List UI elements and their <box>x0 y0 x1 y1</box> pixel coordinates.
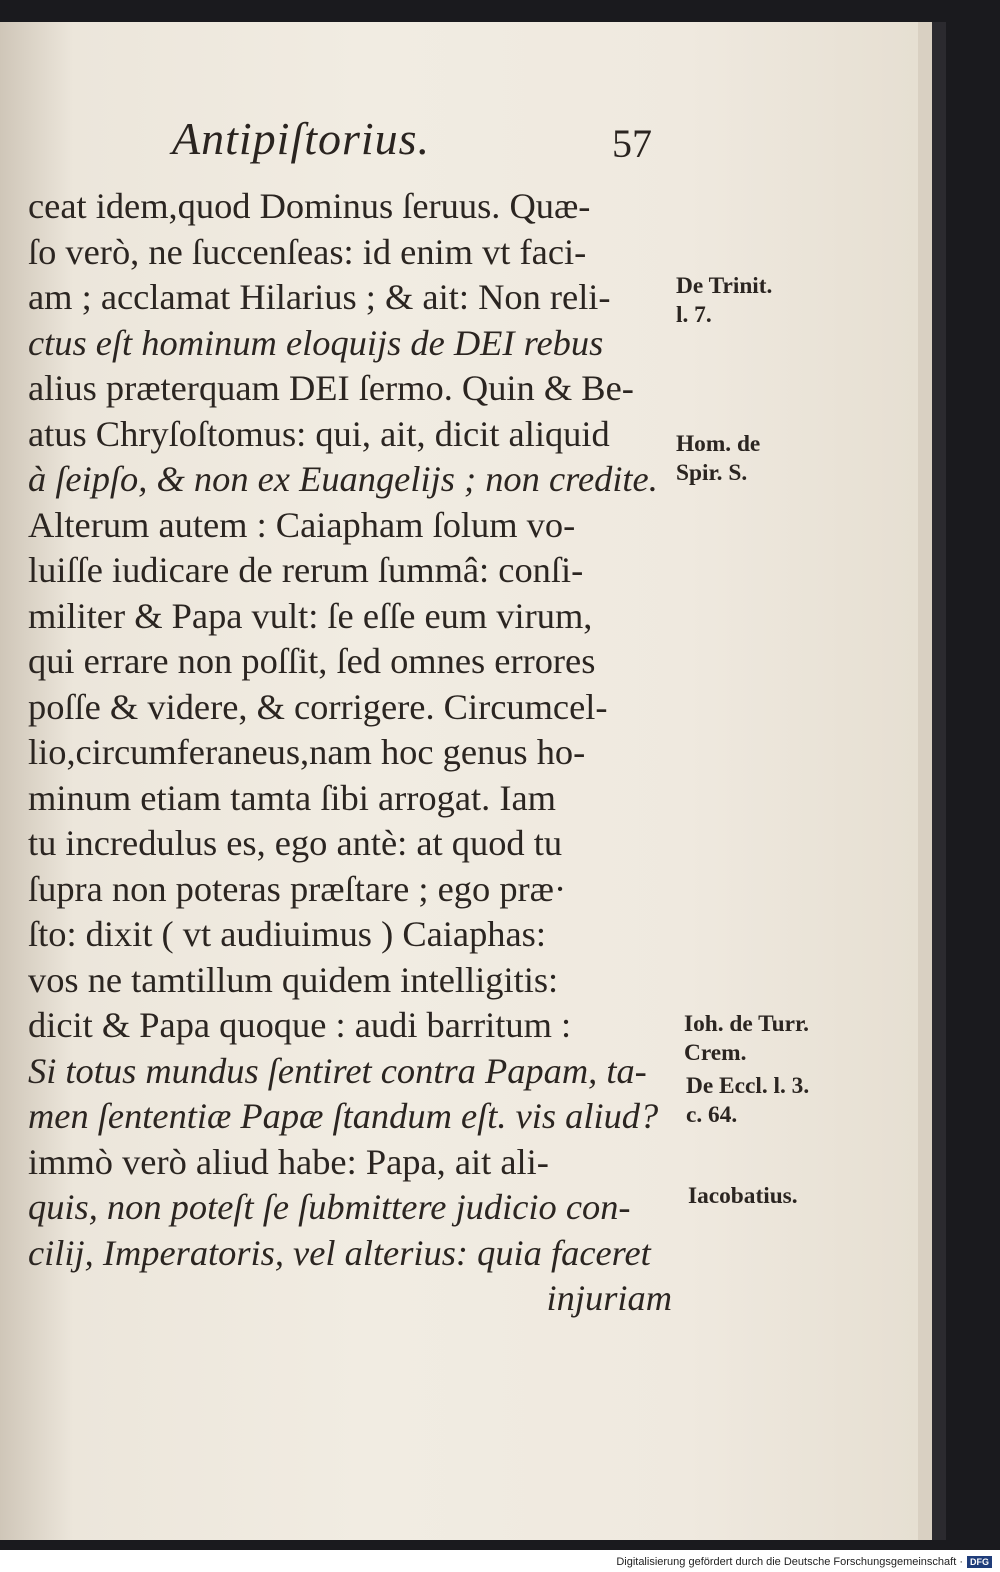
page-number: 57 <box>612 121 652 166</box>
text-line: alius præterquam DEI ſermo. Quin & Be- <box>28 368 634 408</box>
text-line: quis, non poteſt ſe ſubmittere judicio con- <box>28 1187 631 1227</box>
marginal-note-5 <box>688 1182 908 1211</box>
body-text <box>28 184 678 1322</box>
text-line: ctus eſt hominum eloquijs de DEI rebus <box>28 322 604 363</box>
text-line: dicit & Papa quoque : audi barritum : <box>28 1005 572 1045</box>
text-line: ſto: dixit ( vt audiuimus ) Caiaphas: <box>28 914 546 954</box>
marginal-note-line: De Trinit. <box>676 273 773 299</box>
book-leaf <box>0 22 946 1540</box>
marginal-note-line: Iacobatius. <box>688 1183 798 1209</box>
text-line: minum etiam tamta ſibi arrogat. Iam <box>28 777 556 818</box>
text-line: tu incredulus es, ego antè: at quod tu <box>28 823 563 863</box>
marginal-note-line: Hom. de <box>676 431 761 457</box>
text-line: immò verò aliud habe: Papa, ait ali- <box>28 1141 549 1182</box>
marginal-note-line: Ioh. de Turr. <box>684 1011 809 1037</box>
text-line: vos ne tamtillum quidem intelligitis: <box>28 959 559 1000</box>
marginal-note-line: l. 7. <box>676 302 712 328</box>
marginal-note-1 <box>676 272 896 330</box>
marginal-note-4 <box>686 1072 906 1130</box>
text-line: poſſe & videre, & corrigere. Circumcel- <box>28 686 608 727</box>
text-line: Alterum autem : Caiapham ſolum vo- <box>28 504 576 545</box>
text-line: qui errare non poſſit, ſed omnes errores <box>28 641 596 681</box>
text-line: Si totus mundus ſentiret contra Papam, ta- <box>28 1050 647 1091</box>
text-line: ſo verò, ne ſuccenſeas: id enim vt faci- <box>28 231 587 272</box>
marginal-note-line: Crem. <box>684 1040 747 1066</box>
text-line: injuriam <box>546 1278 672 1318</box>
text-line: ſupra non poteras præſtare ; ego præ· <box>28 868 567 909</box>
text-line: luiſſe iudicare de rerum ſummâ: conſi- <box>28 550 584 590</box>
text-line: à ſeipſo, & non ex Euangelijs ; non credite. <box>28 459 658 499</box>
funding-credit <box>616 1556 992 1568</box>
book-page <box>0 22 918 1540</box>
text-line: atus Chryſoſtomus: qui, ait, dicit aliquid <box>28 413 610 454</box>
funding-credit-text: Digitalisierung gefördert durch die Deutsche Forschungsgemeinschaft · <box>616 1556 963 1568</box>
marginal-note-3 <box>684 1010 904 1068</box>
marginal-note-line: c. 64. <box>686 1102 738 1128</box>
text-line: militer & Papa vult: ſe eſſe eum virum, <box>28 595 593 636</box>
text-line: am ; acclamat Hilarius ; & ait: Non reli- <box>28 277 611 317</box>
marginal-note-line: De Eccl. l. 3. <box>686 1073 810 1099</box>
text-line: men ſententiæ Papæ ſtandum eſt. vis aliud? <box>28 1096 659 1136</box>
marginal-note-line: Spir. S. <box>676 460 748 486</box>
text-line: lio,circumferaneus,nam hoc genus ho- <box>28 732 586 772</box>
text-line: ceat idem,quod Dominus ſeruus. Quæ- <box>28 186 591 226</box>
text-line: cilij, Imperatoris, vel alterius: quia faceret <box>28 1232 651 1273</box>
running-title: Antipiſtorius. <box>172 113 431 164</box>
dfg-logo: DFG <box>967 1556 992 1568</box>
marginal-note-2 <box>676 430 896 488</box>
